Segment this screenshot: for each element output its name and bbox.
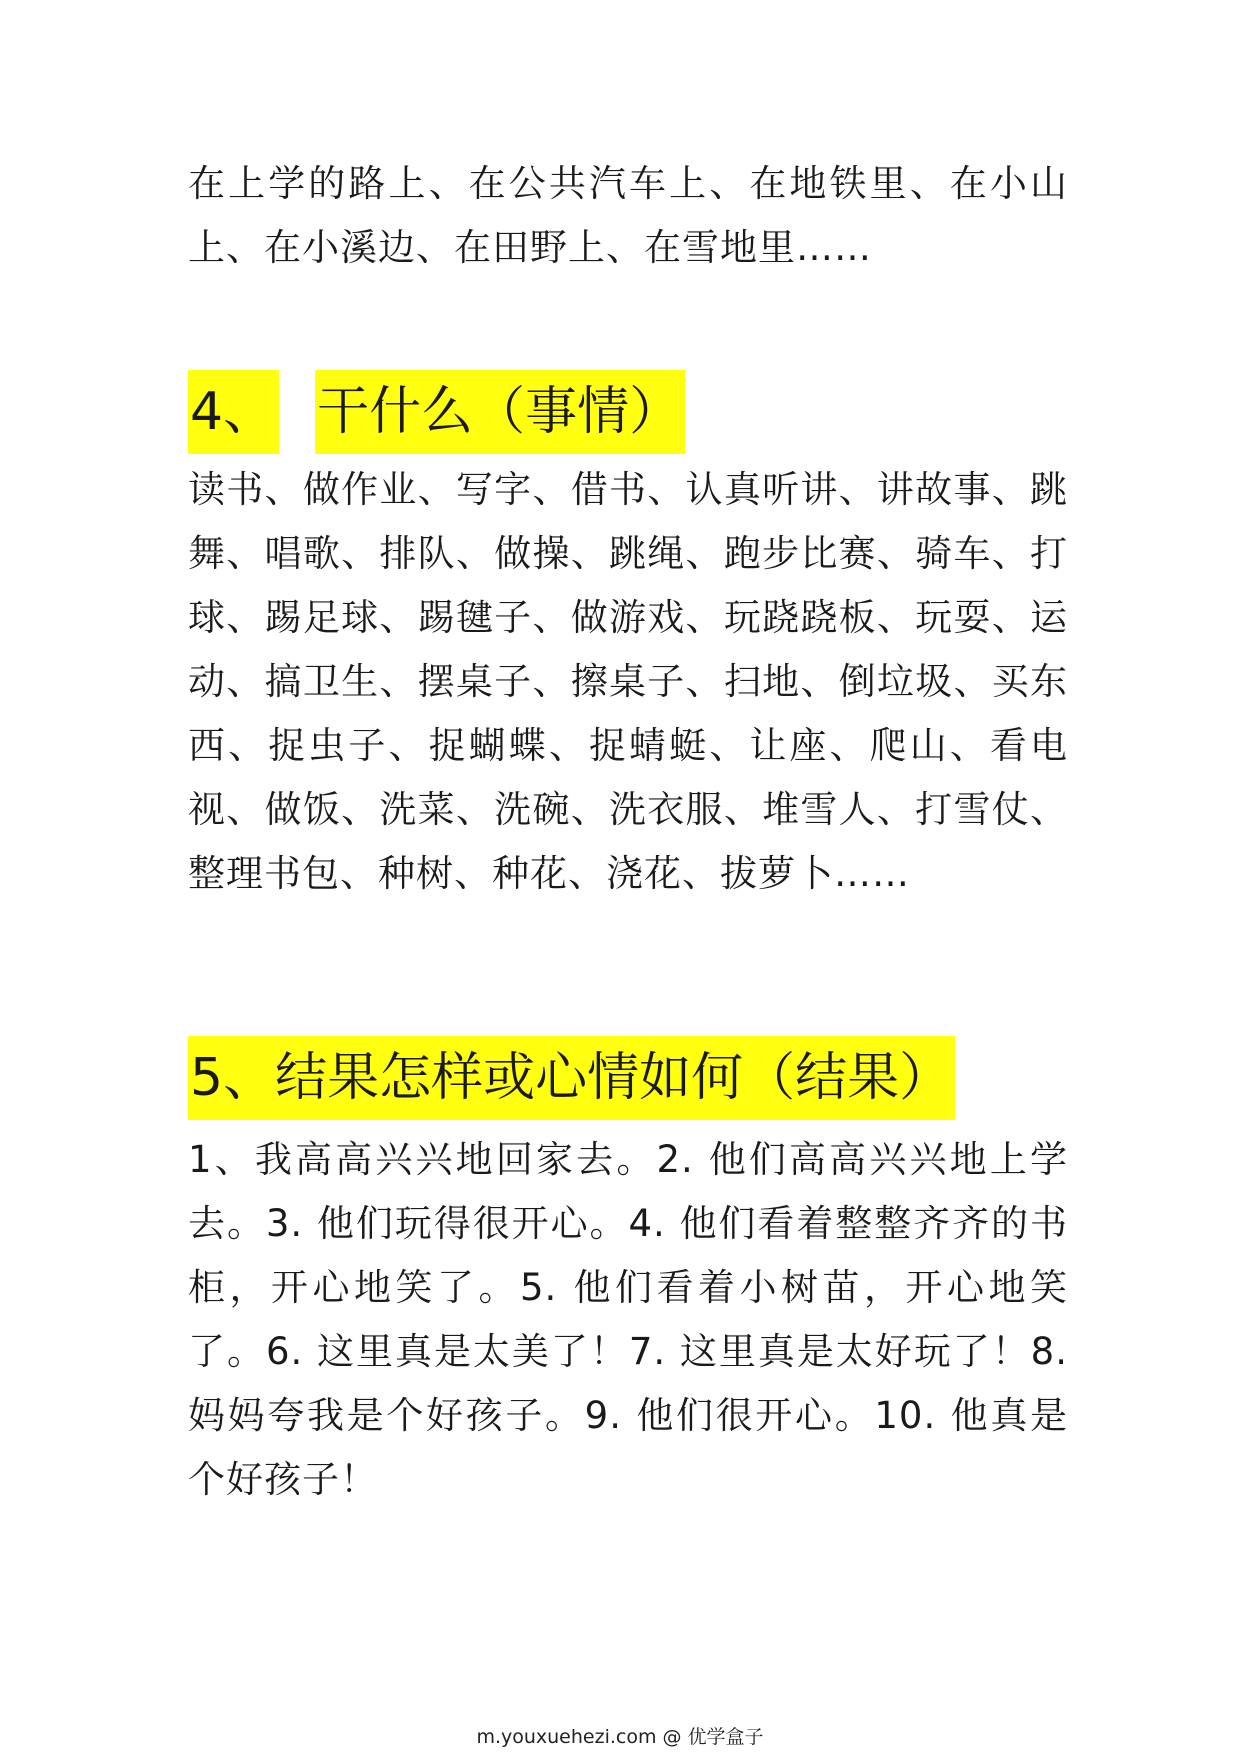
results-paragraph: 1、我高高兴兴地回家去。2. 他们高高兴兴地上学去。3. 他们玩得很开心。4. 他们看着整整齐齐的书柜，开心地笑了。5. 他们看着小树苗，开心地笑了。6. 这里真是太美了！7. 这里真是太好玩了！8. 妈妈夸我是个好孩子。9. 他们很开心。10. 他真是个好孩子！ <box>188 1138 1068 1501</box>
places-paragraph: 在上学的路上、在公共汽车上、在地铁里、在小山上、在小溪边、在田野上、在雪地里…… <box>188 162 1068 269</box>
section-4-heading <box>188 370 685 454</box>
section-5-title: 5、结果怎样或心情如何（结果） <box>188 1036 955 1120</box>
section-4-number: 4、 <box>188 370 279 454</box>
activities-paragraph: 读书、做作业、写字、借书、认真听讲、讲故事、跳舞、唱歌、排队、做操、跳绳、跑步比赛、骑车、打球、踢足球、踢毽子、做游戏、玩跷跷板、玩耍、运动、搞卫生、摆桌子、擦桌子、扫地、倒垃圾、买东西、捉虫子、捉蝴蝶、捉蜻蜓、让座、爬山、看电视、做饭、洗菜、洗碗、洗衣服、堆雪人、打雪仗、整理书包、种树、种花、浇花、拔萝卜…… <box>188 468 1068 895</box>
footer-watermark: m.youxuehezi.com @ 优学盒子 <box>476 1726 764 1748</box>
section-4-title: 干什么（事情） <box>315 370 685 454</box>
section-5-heading <box>188 1036 955 1120</box>
